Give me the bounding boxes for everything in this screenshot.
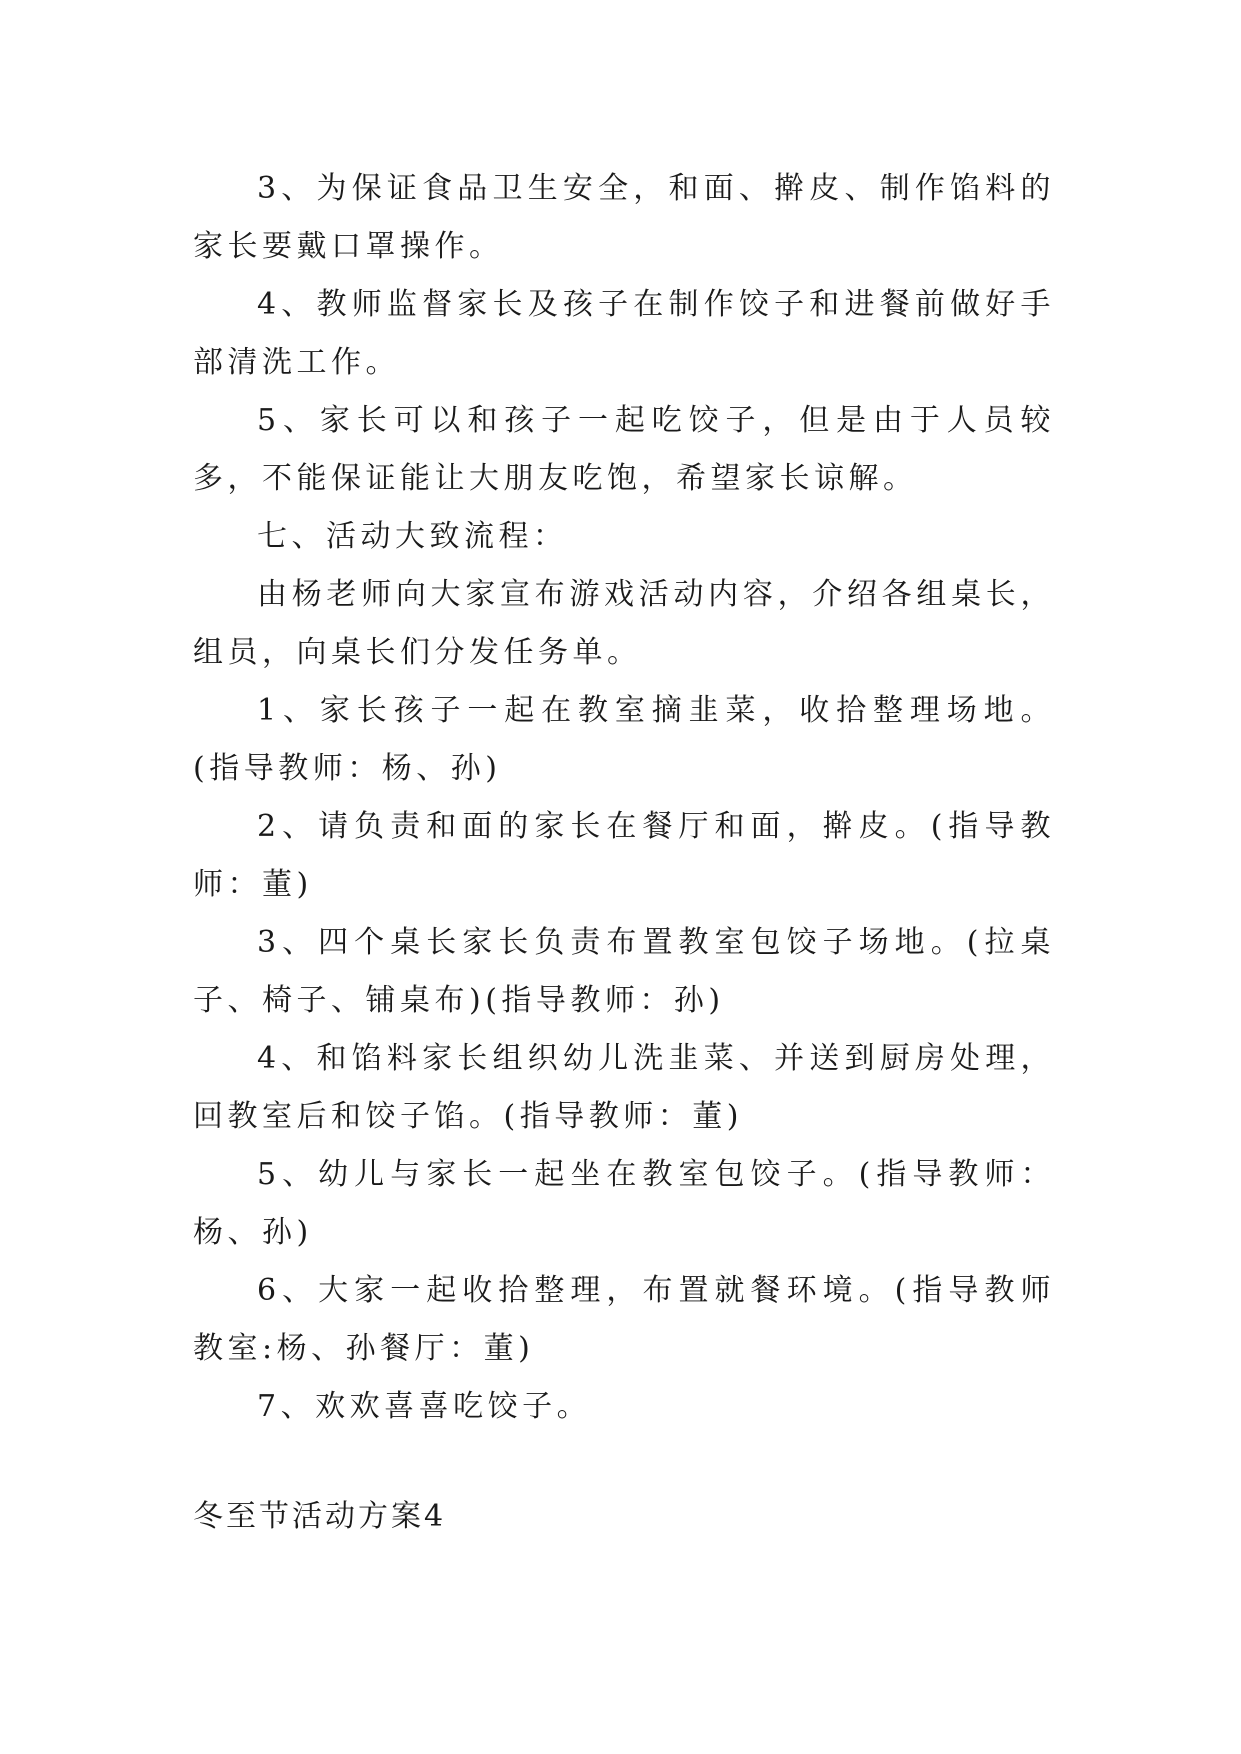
paragraph: 2、请负责和面的家长在餐厅和面，擀皮。(指导教师：董): [193, 809, 1055, 902]
section-heading: 冬至节活动方案4: [193, 1499, 447, 1534]
paragraph: 3、为保证食品卫生安全，和面、擀皮、制作馅料的家长要戴口罩操作。: [193, 171, 1055, 264]
paragraph: 4、教师监督家长及孩子在制作饺子和进餐前做好手部清洗工作。: [193, 287, 1055, 380]
section-subtitle: 七、活动大致流程：: [257, 519, 568, 554]
paragraph: 6、大家一起收拾整理，布置就餐环境。(指导教师教室:杨、孙餐厅：董): [193, 1273, 1055, 1366]
paragraph: 3、四个桌长家长负责布置教室包饺子场地。(拉桌子、椅子、铺桌布)(指导教师：孙): [193, 925, 1055, 1018]
paragraph: 1、家长孩子一起在教室摘韭菜，收拾整理场地。(指导教师：杨、孙): [193, 693, 1055, 786]
paragraph: 5、幼儿与家长一起坐在教室包饺子。(指导教师：杨、孙): [193, 1157, 1055, 1250]
paragraph: 7、欢欢喜喜吃饺子。: [257, 1389, 592, 1424]
paragraph: 4、和馅料家长组织幼儿洗韭菜、并送到厨房处理，回教室后和饺子馅。(指导教师：董): [193, 1041, 1055, 1134]
paragraph: 由杨老师向大家宣布游戏活动内容，介绍各组桌长，组员，向桌长们分发任务单。: [193, 577, 1055, 670]
paragraph: 5、家长可以和孩子一起吃饺子，但是由于人员较多，不能保证能让大朋友吃饱，希望家长谅解。: [193, 403, 1055, 496]
document-body: [193, 160, 1055, 1436]
